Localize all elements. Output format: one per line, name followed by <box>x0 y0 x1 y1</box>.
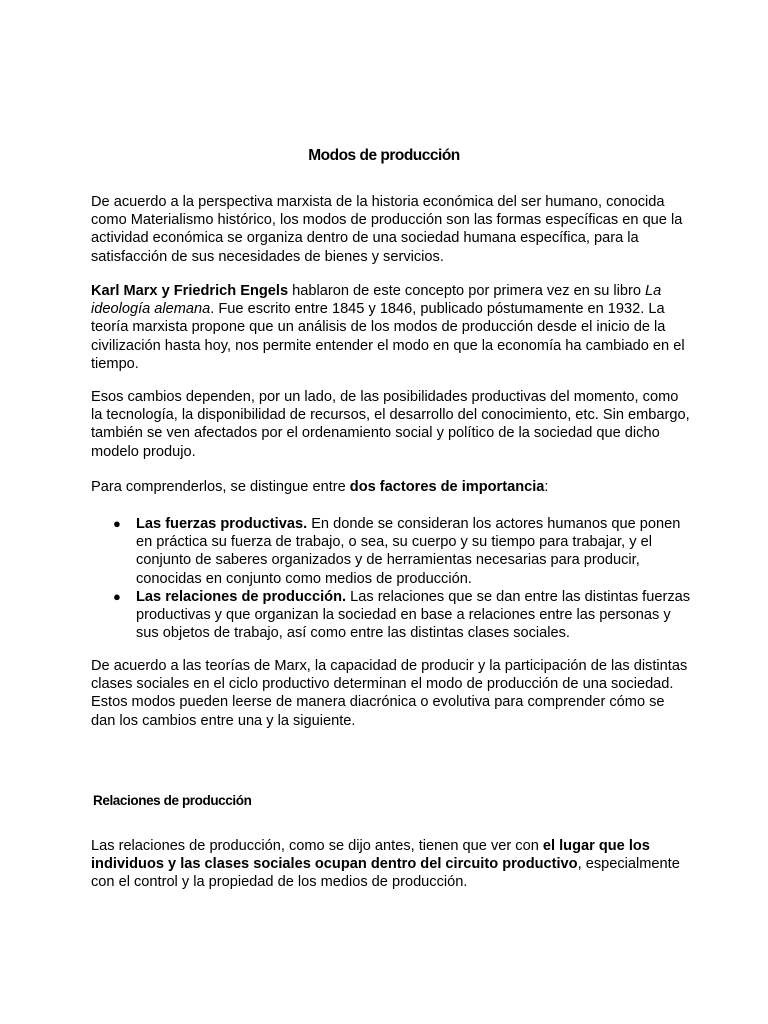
factors-intro-end: : <box>544 479 549 495</box>
origin-text-b: . Fue escrito entre 1845 y 1846, publicado póstumamente en 1932. La teoría marxista propone que un análisis de los modos de producción desde el inicio de la civilización hasta hoy, nos permite entender el modo en que la economía ha cambiado en el tiempo. <box>91 301 685 372</box>
list-item <box>91 515 691 588</box>
factors-intro-text: Para comprenderlos, se distingue entre <box>91 479 350 495</box>
bullet-text: En donde se consideran los actores humanos que ponen en práctica su fuerza de trabajo, o sea, su cuerpo y su tiempo para trabajar, y el conjunto de saberes organizados y de herramientas necesarias para producir, conocidas en conjunto como medios de producción. <box>136 516 681 587</box>
bullet-term: Las fuerzas productivas. <box>136 516 308 532</box>
bullet-text: Las relaciones que se dan entre las distintas fuerzas productivas y que organizan la sociedad en base a relaciones entre las personas y sus objetos de trabajo, así como entre las distintas clases sociales. <box>136 588 691 642</box>
section-subtitle: Relaciones de producción <box>93 793 252 808</box>
bullet-icon: ● <box>113 588 121 604</box>
relations-paragraph <box>91 837 691 892</box>
bullet-term: Las relaciones de producción. <box>136 588 347 605</box>
marx-theory-paragraph: De acuerdo a las teorías de Marx, la capacidad de producir y la participación de las distintas clases sociales en el ciclo productivo determinan el modo de producción de una sociedad. Estos modos pueden leerse de manera diacrónica o evolutiva para comprender cómo se dan los cambios entre una y la siguiente. <box>91 658 688 729</box>
origin-text-a: hablaron de este concepto por primera vez en su libro <box>288 283 646 299</box>
relations-text-a: Las relaciones de producción, como se dijo antes, tienen que ver con <box>91 838 543 854</box>
factors-intro-paragraph <box>91 478 691 496</box>
relations-bold: el lugar que los individuos y las clases sociales ocupan dentro del circuito productivo <box>91 838 650 873</box>
factors-list <box>91 515 691 642</box>
authors-bold: Karl Marx y Friedrich Engels <box>91 283 289 299</box>
factors-intro-bold: dos factores de importancia <box>349 479 545 495</box>
document-title: Modos de producción <box>308 147 460 164</box>
list-item <box>91 588 691 643</box>
changes-paragraph: Esos cambios dependen, por un lado, de las posibilidades productivas del momento, como la tecnología, la disponibilidad de recursos, el desarrollo del conocimiento, etc. Sin embargo, también se ven afectados por el ordenamiento social y político de la sociedad que dicho modelo produjo. <box>91 389 690 460</box>
bullet-icon: ● <box>113 516 121 531</box>
book-title-italic: La ideología alemana <box>91 283 662 318</box>
intro-paragraph: De acuerdo a la perspectiva marxista de la historia económica del ser humano, conocida como Materialismo histórico, los modos de producción son las formas específicas en que la actividad económica se organiza dentro de una sociedad humana específica, para la satisfacción de sus necesidades de bienes y servicios. <box>91 194 683 265</box>
relations-text-b: , especialmente con el control y la propiedad de los medios de producción. <box>91 856 680 891</box>
origin-paragraph <box>91 282 691 373</box>
